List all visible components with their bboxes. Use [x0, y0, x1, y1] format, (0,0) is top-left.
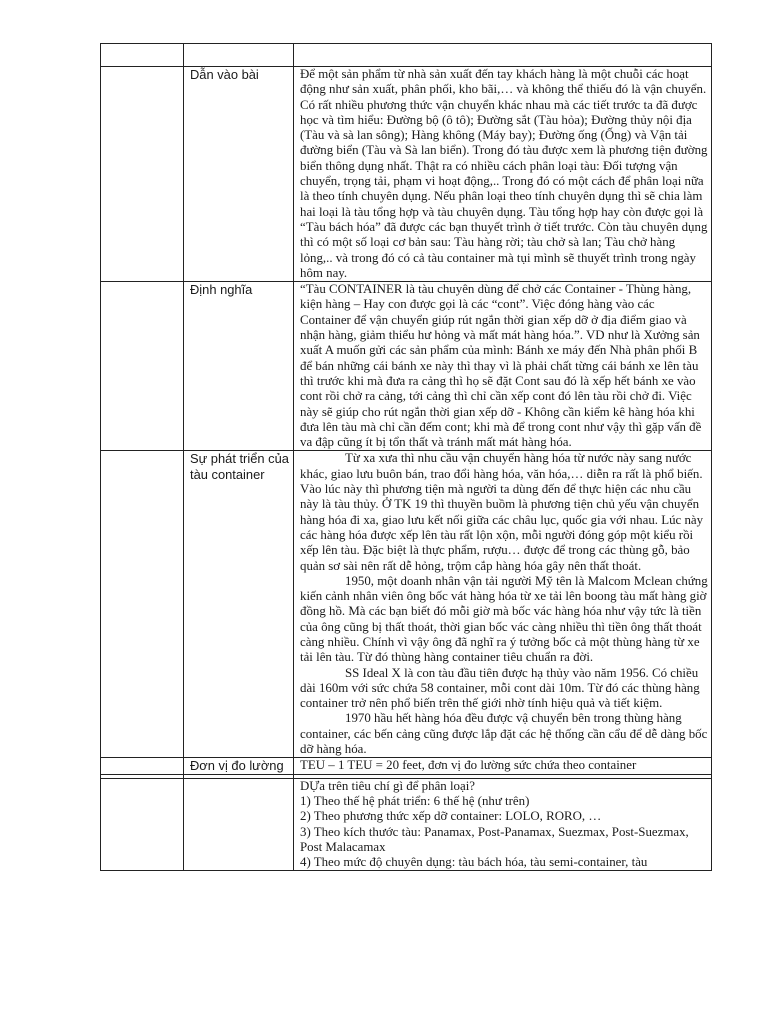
table-cell — [101, 778, 184, 871]
history-paragraph-4: 1970 hầu hết hàng hóa đều được vậ chuyển bên trong thùng hàng container, các bến cảng cũng được lắp đặt các hệ thống cần cẩu để dễ dàng bốc dỡ hàng hóa. — [300, 711, 708, 757]
classification-item-4: 4) Theo mức độ chuyên dụng: tàu bách hóa, tàu semi-container, tàu — [300, 855, 648, 870]
row-label-intro: Dẫn vào bài — [184, 67, 294, 282]
classification-question: DỰa trên tiêu chí gì để phân loại? — [300, 778, 476, 793]
row-label-classification — [184, 778, 294, 871]
table-cell — [101, 451, 184, 758]
content-cell-intro — [294, 67, 712, 282]
history-paragraph-3: SS Ideal X là con tàu đầu tiên được hạ thủy vào năm 1956. Có chiều dài 160m với sức chứa 58 container, mỗi cont dài 10m. Từ đó các thùng hàng container trở nên phổ biến trên thế giới nhờ tính hiệu quả và tiết kiệm. — [300, 665, 700, 711]
row-label-history: Sự phát triển của tàu container — [184, 451, 294, 758]
content-cell-unit — [294, 758, 712, 774]
table-row-intro — [101, 67, 712, 282]
table-cell — [101, 282, 184, 451]
table-cell — [101, 758, 184, 774]
classification-item-2: 2) Theo phương thức xếp dỡ container: LOLO, RORO, … — [300, 809, 602, 824]
intro-paragraph-1: Để một sản phẩm từ nhà sản xuất đến tay khách hàng là một chuỗi các hoạt động như sản xuất, phân phối, kho bãi,… và không thể thiếu đó là vận chuyển. — [300, 67, 707, 97]
table-row-header — [101, 44, 712, 67]
table-row-unit — [101, 758, 712, 774]
table-cell — [184, 44, 294, 67]
table-cell — [101, 44, 184, 67]
classification-item-1: 1) Theo thế hệ phát triển: 6 thế hệ (như trên) — [300, 793, 530, 808]
classification-item-3: 3) Theo kích thước tàu: Panamax, Post-Panamax, Suezmax, Post-Suezmax, Post Malacamax — [300, 824, 689, 854]
table-row-classification — [101, 778, 712, 871]
table-row-history — [101, 451, 712, 758]
row-label-definition: Định nghĩa — [184, 282, 294, 451]
content-cell-definition — [294, 282, 712, 451]
history-paragraph-2: 1950, một doanh nhân vận tải người Mỹ tên là Malcom Mclean chứng kiến cảnh nhân viên ông bốc vát hàng hóa từ xe tải lên boong tàu mất hàng giờ đồng hồ. Mà các bạn biết đó mỗi giờ mà bốc vác hàng hóa như vậy tức là tiền của ông cũng bị thất thoát, thời gian bốc vác càng nhiều thì tiền ông thất thoát càng nhiều. Chính vì vậy ông đã nghĩ ra ý tưởng bốc cả một thùng hàng từ xe tải lên tàu. Từ đó thùng hàng container tiêu chuẩn ra đời. — [300, 573, 708, 665]
history-paragraph-1: Từ xa xưa thì nhu cầu vận chuyển hàng hóa từ nước này sang nước khác, giao lưu buôn bán, trao đổi hàng hóa, văn hóa,… diễn ra rất là phổ biến. Vào lúc này thì phương tiện mà người ta dùng đến để thực hiện các nhu cầu này là tàu thủy. Ở TK 19 thì thuyền buồm là phương tiện chủ yếu vận chuyển hàng hóa đi xa, giao lưu kết nối giữa các châu lục, quốc gia với nhau. Lúc này các hàng hóa được xếp lên tàu rất lộn xộn, mỗi người đóng góp một kiểu rồi xếp lên tàu. Đặc biệt là thực phẩm, rượu… được để trong các thùng gỗ, bảo quản sơ sài nên rất dễ hỏng, trộm cắp hàng hóa gây nên thất thoát. — [300, 451, 704, 573]
content-cell-history — [294, 451, 712, 758]
table-cell — [294, 44, 712, 67]
unit-paragraph: TEU – 1 TEU = 20 feet, đơn vị đo lường sức chứa theo container — [300, 758, 637, 773]
intro-paragraph-2: Có rất nhiều phương thức vận chuyển khác nhau mà các tiết trước ta đã được học và tìm hiểu: Đường bộ (ô tô); Đường sắt (Tàu hỏa); Đường thủy nội địa (Tàu và sà lan sông); Hàng không (Máy bay); Đường ống (Ống) và Vận tải đường biển (Tàu và Sà lan biển). Trong đó tàu được xem là phương tiện đường biển thông dụng nhất. Thật ra có nhiều cách phân loại tàu: Đối tượng vận chuyển, trọng tải, phạm vi hoạt động,.. Trong đó có một cách để phân loại nữa là theo tính chuyên dụng. Nếu phân loại theo tính chuyên dụng thì sẽ chia làm hai loại là tàu tổng hợp và tàu chuyên dụng. Tàu tổng hợp hay còn được gọi là “Tàu bách hóa” đã được các bạn thuyết trình ở tiết trước. Còn tàu chuyên dụng thì có một số loại cơ bản sau: Tàu hàng rời; tàu chở sà lan; Tàu chở hàng lỏng,.. và trong đó có cả tàu container mà tụi mình sẽ thuyết trình trong ngày hôm nay. — [300, 97, 708, 280]
definition-paragraph: “Tàu CONTAINER là tàu chuyên dùng để chở các Container - Thùng hàng, kiện hàng – Hay con được gọi là các “cont”. Việc đóng hàng vào các Container để vận chuyển giúp rút ngắn thời gian xếp dỡ ở địa điểm giao và nhận hàng, giảm thiểu hư hỏng và mất mát hàng hóa.”. VD như là Xưởng sản xuất A muốn gửi các sản phẩm của mình: Bánh xe máy đến Nhà phân phối B để bán những cái bánh xe này thì thay vì là phải chất từng cái bánh xe lên tàu thì trước khi mà đưa ra cảng thì họ sẽ đặt Cont sau đó là xếp hết bánh xe vào cont rồi chở ra cảng, tới cảng thì chỉ cần xếp cont đó lên tàu rồi chở đi. Việc này sẽ giúp cho rút ngắn thời gian xếp dỡ - Không cần kiểm kê hàng hóa khi đưa lên tàu mà chỉ cần đếm cont; khi mà để trong cont như vậy thì gặp vấn đề va đập cũng ít bị tổn thất và tránh mất mát hàng hóa. — [300, 282, 702, 450]
document-table — [100, 43, 712, 871]
table-cell — [101, 67, 184, 282]
row-label-unit: Đơn vị đo lường — [184, 758, 294, 774]
content-cell-classification — [294, 778, 712, 871]
table-row-definition — [101, 282, 712, 451]
